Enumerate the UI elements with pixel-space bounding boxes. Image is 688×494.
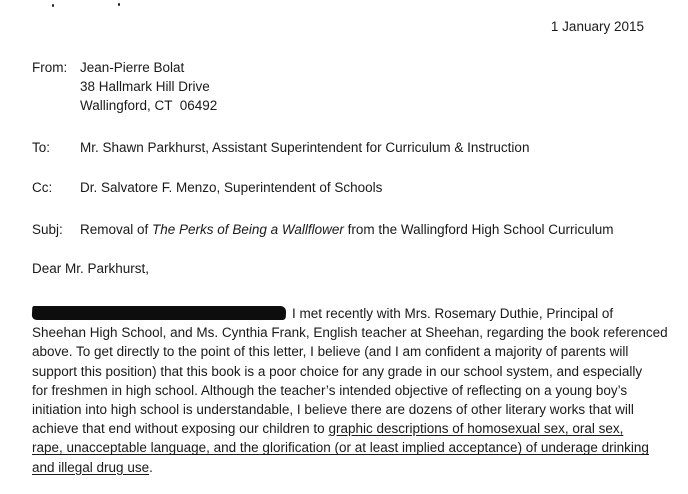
letter-body bbox=[32, 304, 668, 477]
underlined-text: graphic descriptions of homosexual sex, oral sex, bbox=[328, 421, 624, 437]
subject-row bbox=[32, 222, 613, 237]
sender-name: Jean-Pierre Bolat bbox=[80, 60, 185, 75]
subject-suffix: from the Wallingford High School Curriculum bbox=[343, 222, 614, 237]
body-line: above. To get directly to the point of this letter, I believe (and I am confident a majority of parents will bbox=[32, 344, 629, 360]
cc-label: Cc: bbox=[32, 180, 53, 195]
subject-label: Subj: bbox=[32, 222, 63, 237]
body-line: Sheehan High School, and Ms. Cynthia Frank, English teacher at Sheehan, regarding the book referenced bbox=[32, 325, 668, 341]
subject-book-title: The Perks of Being a Wallflower bbox=[152, 222, 344, 237]
from-label: From: bbox=[32, 60, 68, 75]
scan-speck bbox=[118, 3, 120, 6]
body-line bbox=[32, 458, 662, 477]
letter-date: 1 January 2015 bbox=[550, 19, 644, 34]
subject-prefix: Removal of bbox=[80, 222, 153, 237]
body-text: achieve that end without exposing our children to bbox=[32, 421, 329, 437]
sender-street: 38 Hallmark Hill Drive bbox=[80, 79, 210, 94]
body-text: I met recently with Mrs. Rosemary Duthie, Principal of bbox=[292, 306, 614, 321]
sender-city: Wallingford, CT 06492 bbox=[80, 98, 218, 113]
to-value: Mr. Shawn Parkhurst, Assistant Superintendent for Curriculum & Instruction bbox=[80, 140, 530, 155]
cc-value: Dr. Salvatore F. Menzo, Superintendent of Schools bbox=[80, 180, 383, 195]
body-line bbox=[32, 304, 662, 323]
to-label: To: bbox=[32, 140, 51, 155]
cc-row bbox=[32, 180, 382, 195]
salutation: Dear Mr. Parkhurst, bbox=[32, 261, 150, 276]
body-line bbox=[32, 419, 662, 438]
body-line bbox=[32, 438, 662, 457]
body-line: initiation into high school is understandable, I believe there are dozens of other literary works that will bbox=[32, 402, 634, 418]
underlined-text: rape, unacceptable language, and the glorification (or at least implied acceptance) of underage drinking bbox=[32, 440, 649, 456]
redaction-mark bbox=[32, 306, 287, 320]
scan-speck bbox=[52, 4, 54, 7]
underlined-text: and illegal drug use bbox=[32, 459, 150, 475]
body-line: support this position) that this book is a poor choice for any grade in our school system, and especially bbox=[32, 363, 643, 379]
body-line: for freshmen in high school. Although the teacher’s intended objective of reflecting on a young boy’s bbox=[32, 382, 628, 398]
to-row bbox=[32, 140, 529, 155]
body-text: . bbox=[149, 459, 153, 475]
